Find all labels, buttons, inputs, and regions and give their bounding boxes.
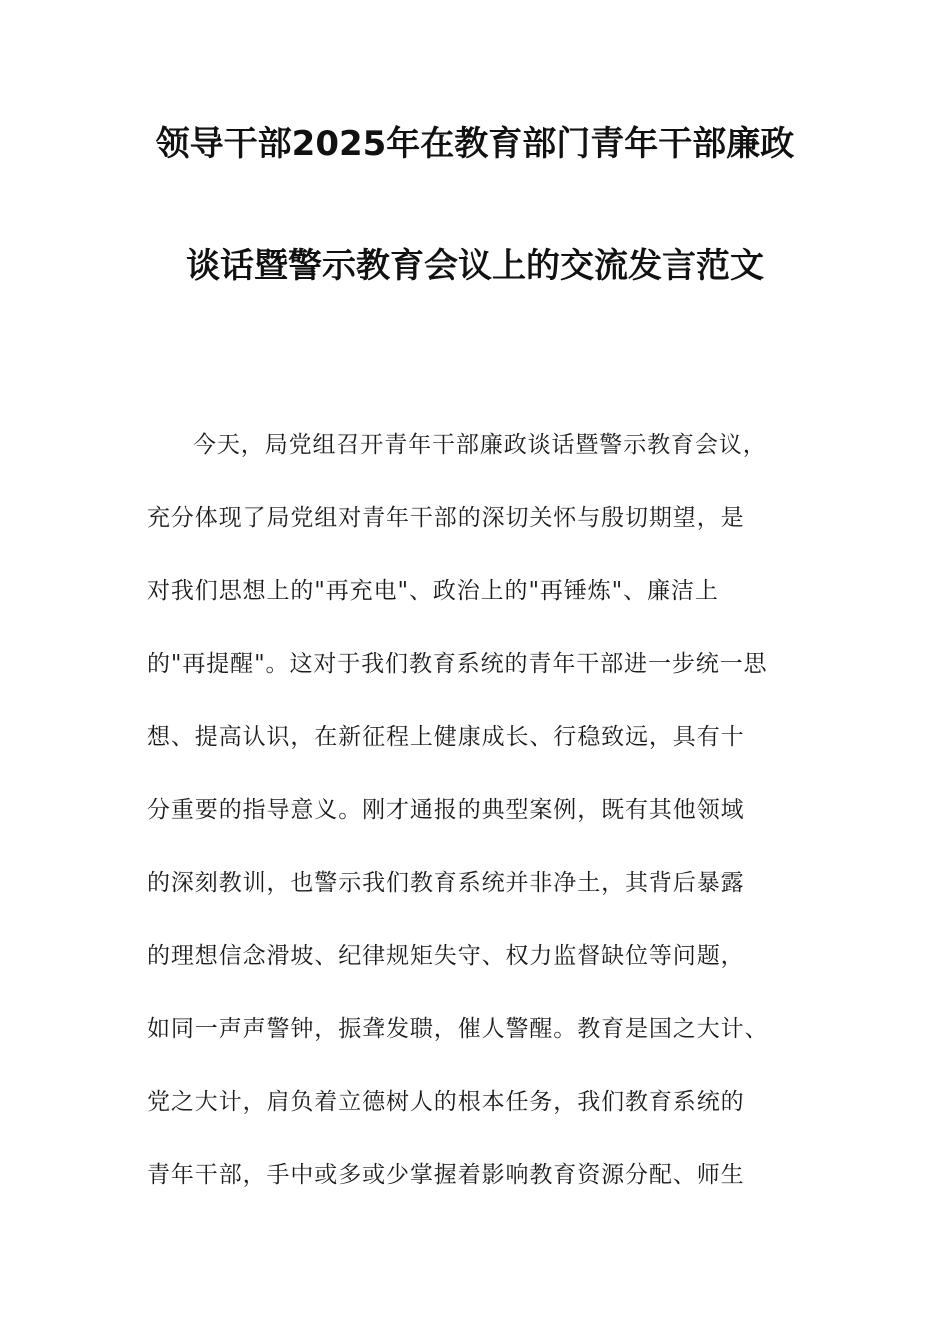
body-line-8: 的理想信念滑坡、纪律规矩失守、权力监督缺位等问题， bbox=[147, 943, 745, 969]
body-line-9: 如同一声声警钟，振聋发聩，催人警醒。教育是国之大计、 bbox=[147, 1016, 769, 1042]
body-line-4: 的"再提醒"。这对于我们教育系统的青年干部进一步统一思 bbox=[147, 651, 768, 677]
body-line-10: 党之大计，肩负着立德树人的根本任务，我们教育系统的 bbox=[147, 1089, 745, 1115]
body-line-5: 想、提高认识，在新征程上健康成长、行稳致远，具有十 bbox=[147, 724, 745, 750]
document-title-line-2: 谈话暨警示教育会议上的交流发言范文 bbox=[186, 246, 764, 286]
body-line-1: 今天，局党组召开青年干部廉政谈话暨警示教育会议， bbox=[193, 432, 767, 458]
document-title-line-1: 领导干部2025年在教育部门青年干部廉政 bbox=[155, 124, 795, 164]
body-line-11: 青年干部，手中或多或少掌握着影响教育资源分配、师生 bbox=[147, 1162, 745, 1188]
body-line-2: 充分体现了局党组对青年干部的深切关怀与殷切期望，是 bbox=[147, 505, 745, 531]
body-line-6: 分重要的指导意义。刚才通报的典型案例，既有其他领域 bbox=[147, 797, 745, 823]
body-line-7: 的深刻教训，也警示我们教育系统并非净土，其背后暴露 bbox=[147, 870, 745, 896]
body-line-3: 对我们思想上的"再充电"、政治上的"再锤炼"、廉洁上 bbox=[147, 578, 719, 604]
